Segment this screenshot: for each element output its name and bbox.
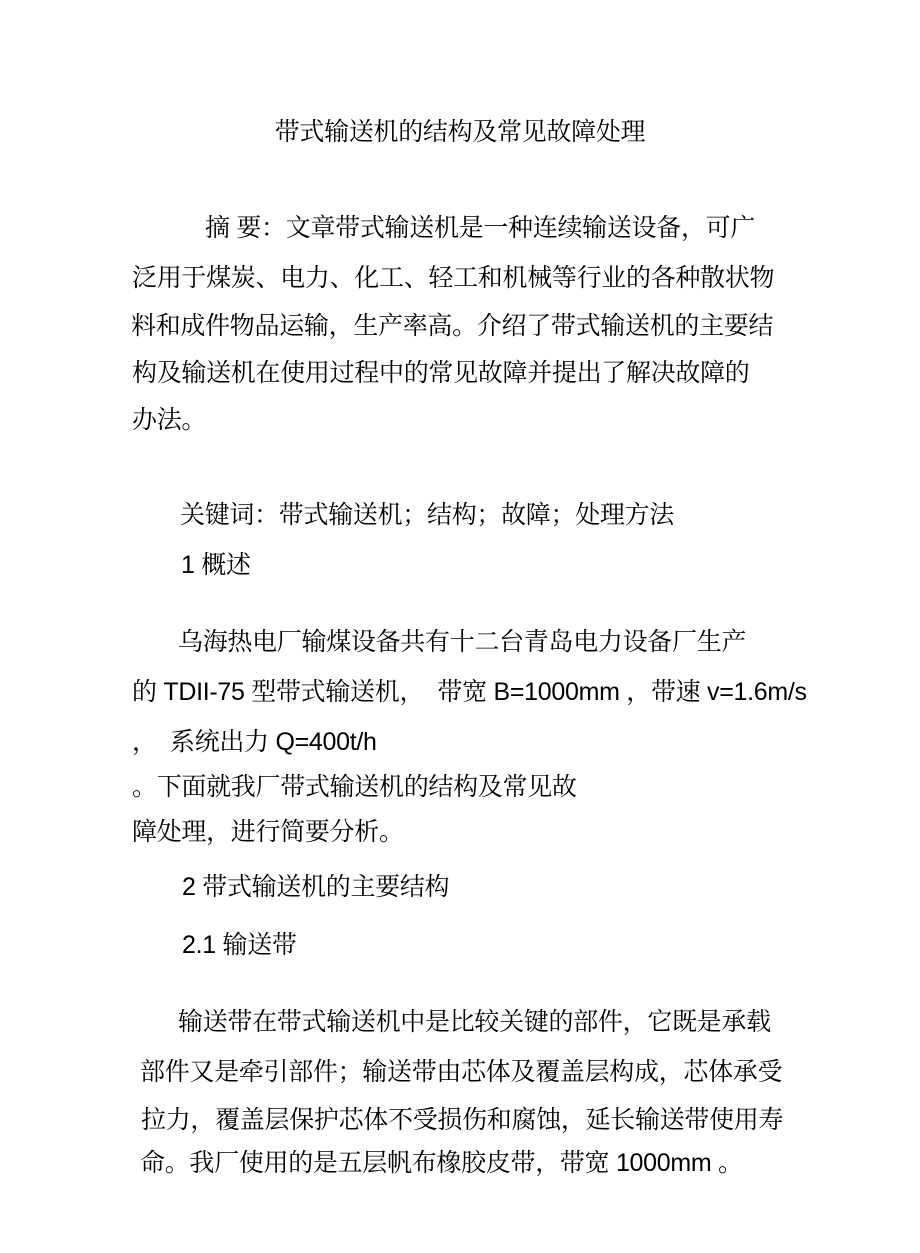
- para-belt-line-4: 命。我厂使用的是五层帆布橡胶皮带，带宽 1000mm 。: [140, 1149, 743, 1177]
- para-belt-line-3: 拉力，覆盖层保护芯体不受损伤和腐蚀，延长输送带使用寿: [141, 1106, 784, 1134]
- abstract-line-4: 构及输送机在使用过程中的常见故障并提出了解决故障的: [132, 359, 750, 387]
- document-title: 带式输送机的结构及常见故障处理: [274, 118, 646, 146]
- abstract-line-2: 泛用于煤炭、电力、化工、轻工和机械等行业的各种散状物: [132, 264, 775, 292]
- para-belt-line-2: 部件又是牵引部件；输送带由芯体及覆盖层构成，芯体承受: [140, 1058, 783, 1086]
- heading-1-overview: 1 概述: [181, 551, 251, 579]
- abstract-line-5: 办法。: [132, 406, 207, 434]
- keywords-line: 关键词：带式输送机；结构；故障；处理方法: [180, 501, 675, 529]
- para-belt-line-1: 输送带在带式输送机中是比较关键的部件，它既是承载: [178, 1008, 771, 1036]
- abstract-line-1: 摘 要：文章带式输送机是一种连续输送设备，可广: [205, 214, 756, 242]
- heading-2-1-conveyor-belt: 2.1 输送带: [182, 931, 297, 959]
- para-overview-line-4: 。下面就我厂带式输送机的结构及常见故: [132, 773, 577, 801]
- para-overview-line-1: 乌海热电厂输煤设备共有十二台青岛电力设备厂生产: [178, 628, 747, 656]
- abstract-line-3: 料和成件物品运输，生产率高。介绍了带式输送机的主要结: [131, 312, 774, 340]
- heading-2-main-structure: 2 带式输送机的主要结构: [182, 873, 450, 901]
- para-overview-line-3: ， 系统出力 Q=400t/h: [132, 728, 377, 756]
- para-overview-line-5: 障处理，进行简要分析。: [132, 818, 404, 846]
- para-overview-line-2: 的 TDII-75 型带式输送机， 带宽 B=1000mm ，带速 v=1.6m/s: [132, 678, 807, 706]
